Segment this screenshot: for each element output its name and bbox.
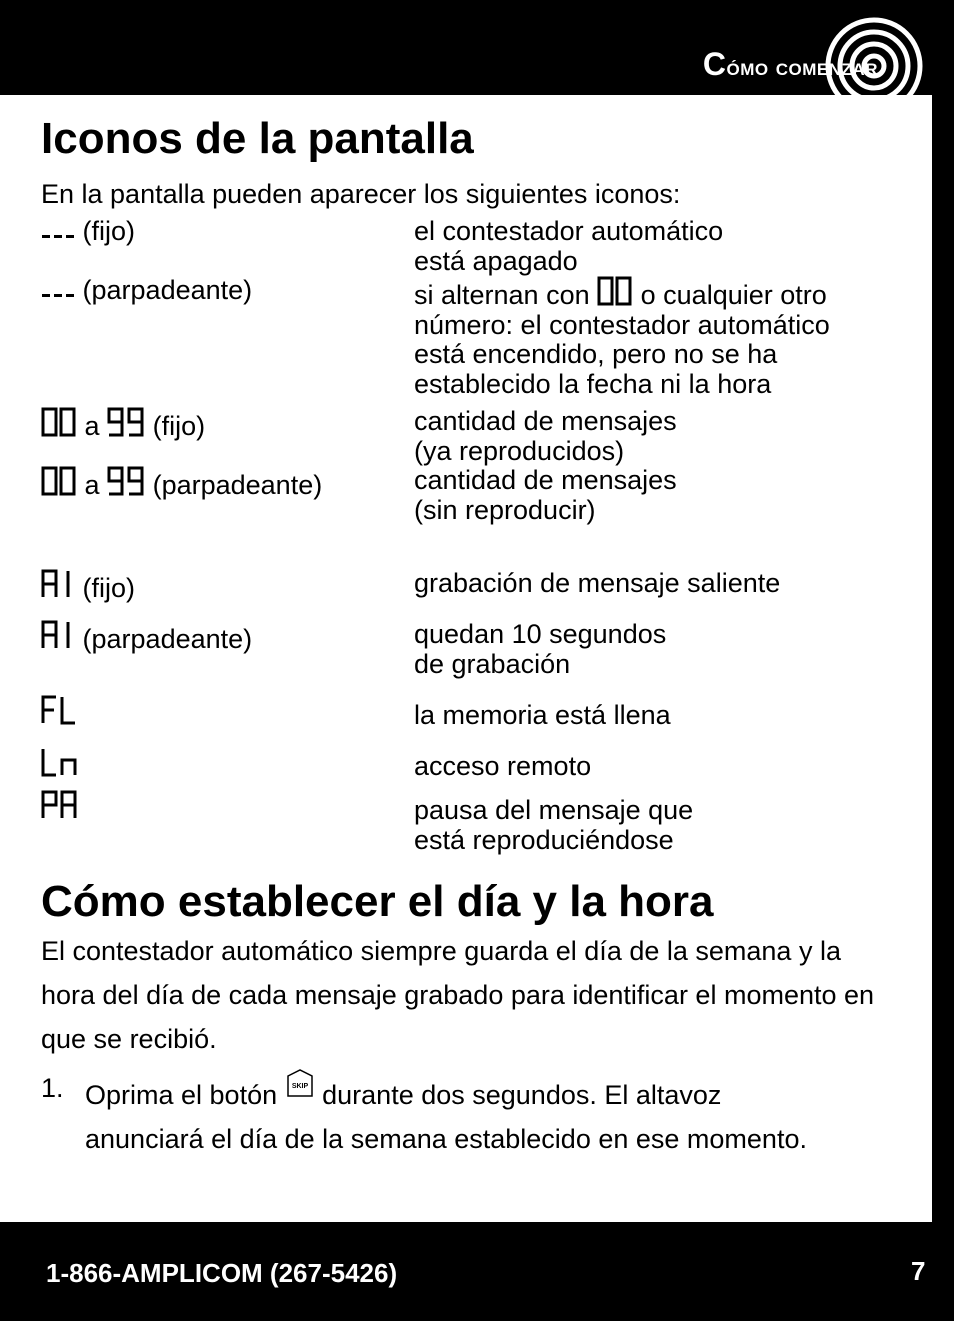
digits-99-icon xyxy=(107,466,145,496)
icon-row-left xyxy=(41,695,77,730)
icon-row-left: a (fijo) xyxy=(41,407,205,442)
digits-00-icon xyxy=(41,407,77,437)
support-phone: 1-866-AMPLICOM (267-5426) xyxy=(46,1258,398,1288)
icon-row-desc: la memoria está llena xyxy=(414,700,671,730)
icon-row-left: a (parpadeante) xyxy=(41,466,322,501)
intro-text: En la pantalla pueden aparecer los siguientes iconos: xyxy=(41,179,681,209)
icon-row-desc: grabación de mensaje saliente xyxy=(414,568,781,598)
step-number: 1. xyxy=(41,1073,64,1103)
dashes-display-icon xyxy=(41,291,75,301)
icon-row-desc: el contestador automático está apagado xyxy=(414,216,724,276)
icon-row-desc: quedan 10 segundos de grabación xyxy=(414,619,667,679)
digits-00-icon xyxy=(41,466,77,496)
icon-row-left: (fijo) xyxy=(41,217,135,247)
chapter-title: Cómo comenzar xyxy=(702,46,878,82)
icon-row-desc: acceso remoto xyxy=(414,751,592,781)
skip-button-icon xyxy=(285,1067,315,1111)
fl-display-icon xyxy=(41,695,77,725)
step-1-text: Oprima el botón SKIP durante dos segundos. El altavoz anunciará el día de la semana establecido en ese momento. xyxy=(85,1067,845,1161)
icon-row-left: (parpadeante) xyxy=(41,620,252,655)
dashes-display-icon xyxy=(41,232,75,242)
icon-row-left xyxy=(41,747,77,782)
icon-row-desc: cantidad de mensajes (sin reproducir) xyxy=(414,465,677,525)
digits-00-icon xyxy=(597,276,633,306)
date-time-paragraph: El contestador automático siempre guarda el día de la semana y la hora del día de cada mensaje grabado para identificar el momento en que se recibió. xyxy=(41,936,875,1054)
a1-display-icon xyxy=(41,620,75,650)
section-heading-date-time: Cómo establecer el día y la hora xyxy=(41,877,714,926)
pa-display-icon xyxy=(41,790,77,820)
icon-row-left: (parpadeante) xyxy=(41,276,252,306)
icon-row-left xyxy=(41,790,77,825)
section-heading-icons: Iconos de la pantalla xyxy=(41,114,474,163)
digits-99-icon xyxy=(107,407,145,437)
page-edge-tab xyxy=(932,0,954,1321)
ln-display-icon xyxy=(41,747,77,777)
icon-row-desc: pausa del mensaje que está reproduciéndose xyxy=(414,795,694,855)
icon-row-desc: si alternan con o cualquier otro número: el contestador automático está encendido, pero no se ha establecido la fecha ni la hora xyxy=(414,276,830,399)
page-number: 7 xyxy=(911,1256,926,1286)
a1-display-icon xyxy=(41,569,75,599)
skip-label: SKIP xyxy=(291,1083,308,1090)
icon-row-left: (fijo) xyxy=(41,569,135,604)
icon-row-desc: cantidad de mensajes (ya reproducidos) xyxy=(414,406,677,466)
